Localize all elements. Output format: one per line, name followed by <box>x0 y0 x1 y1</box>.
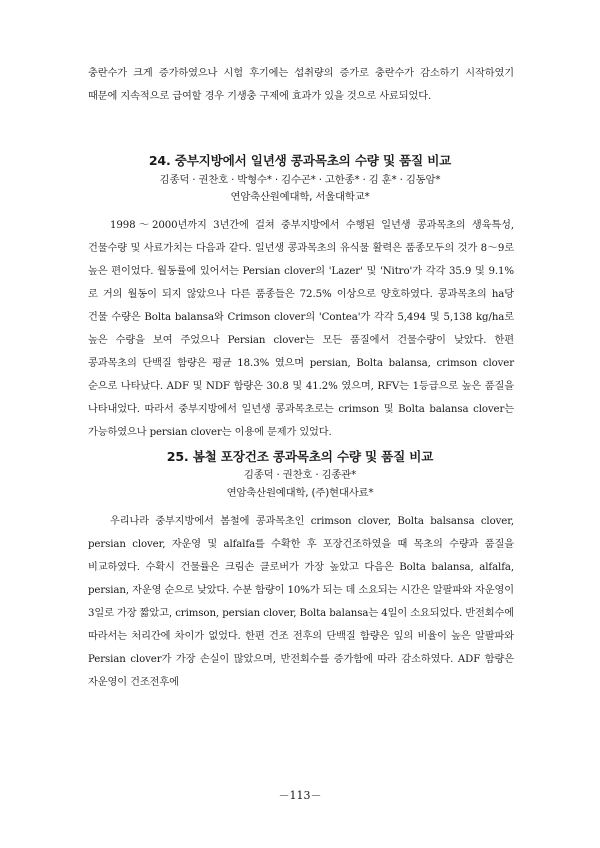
section-25-title: 25. 봄철 포장건조 콩과목초의 수량 및 품질 비교 <box>166 449 434 464</box>
section-25-body-text: 우리나라 중부지방에서 봄철에 콩과목초인 crimson clover, Bolta balsansa clover, persian clover, 자운영 및 alfalfa를 수확한 후 포장건조하였을 때 목초의 수량과 품질을 비교하였다. 수확시 건물률은 크림손 클로버가 가장 높았고 다음은 Bolta balansa, alfalfa, persian, 자운영 순으로 낮았다. 수분 함량이 10%가 되는 데 소요되는 시간은 알팔파와 자운영이 3일로 가장 짧았고, crimson, persian clover, Bolta balansa는 4일이 소요되었다. 반전회수에 따라서는 처리간에 차이가 없었다. 한편 건조 전후의 단백질 함량은 잎의 비율이 높은 알팔파와 Persian clover가 가장 손실이 많았으며, 반전회수를 증가함에 따라 감소하였다. ADF 함량은 자운영이 건조전후에 <box>88 516 514 688</box>
intro-paragraph <box>88 62 514 108</box>
section-25-authors: 김종덕 · 권찬호 · 김종관* <box>243 469 357 481</box>
section-24-body-text: 1998～2000년까지 3년간에 걸쳐 중부지방에서 수행된 일년생 콩과목초의 생육특성, 건물수량 및 사료가치는 다음과 같다. 일년생 콩과목초의 유식물 활력은 품종모두의 것가 8～9로 높은 편이었다. 월동률에 있어서는 Persian clover의 'Lazer' 및 'Nitro'가 각각 35.9 및 9.1%로 거의 월동이 되지 않았으나 다른 품종들은 72.5% 이상으로 양호하였다. 콩과목초의 ha당 건물 수량은 Bolta balansa와 Crimson clover의 'Contea'가 각각 5,494 및 5,138 kg/ha로 높은 수량을 보여 주었으나 Persian clover는 모든 품질에서 건물수량이 낮았다. 한편 콩과목초의 단백질 함량은 평균 18.3% 였으며 persian, Bolta balansa, crimson clover 순으로 나타났다. ADF 및 NDF 함량은 30.8 및 41.2% 였으며, RFV는 1등급으로 높은 품질을 나타내었다. 따라서 중부지방에서 일년생 콩과목초로는 crimson 및 Bolta balansa clover는 가능하였으나 persian clover는 이용에 문제가 있었다. <box>88 220 514 438</box>
section-24-title: 24. 중부지방에서 일년생 콩과목초의 수량 및 품질 비교 <box>148 153 452 168</box>
page-number: －113－ <box>278 789 322 802</box>
section-24-body <box>88 214 514 444</box>
section-24-authors: 김종덕 · 권찬호 · 박형수* · 김수곤* · 고한종* · 김 훈* · 김동암* <box>159 174 441 186</box>
section-24-affiliation: 연암축산원예대학, 서울대학교* <box>230 191 370 203</box>
intro-text: 충란수가 크게 증가하였으나 시험 후기에는 섭취량의 증가로 충란수가 감소하기 시작하였기 때문에 지속적으로 급여할 경우 기생충 구제에 효과가 있을 것으로 사료되었다. <box>88 68 514 102</box>
section-25-body <box>88 510 514 694</box>
section-25-affiliation: 연암축산원예대학, (주)현대사료* <box>226 487 374 499</box>
